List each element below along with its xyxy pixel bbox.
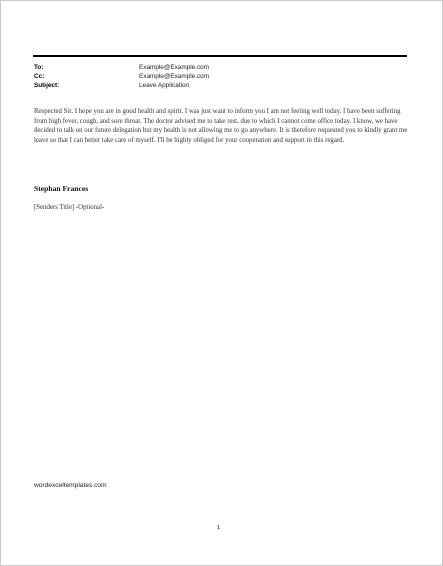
page-number: 1 [217,525,221,531]
subject-row [34,82,404,91]
subject-value: Leave Application [139,81,190,89]
subject-label: Subject: [34,81,60,89]
to-label: To: [34,64,44,71]
sender-title: [Senders Title] -Optional- [34,204,105,211]
cc-label: Cc: [34,72,45,80]
header-divider [33,55,407,57]
letter-body: Respected Sir, I hope you are in good health and spirit. I was just want to inform you I am not feeling well today. I have been suffering from high fever, cough, and sore throat. The doctor advised me to take rest, due to which I cannot come office today. I know, we have decided to talk on our future delegation but my health is not allowing me to go anywhere. It is therefore requested you to kindly grant me leave so that I can better take care of myself. I'll be highly obliged for your cooperation and support in this regard. [34,108,408,144]
cc-value: Example@Example.com [139,72,210,80]
sender-name: Stephan Frances [34,184,89,193]
to-row [34,64,404,73]
footer-website: wordexceltemplates.com [34,482,107,489]
to-value: Example@Example.com [139,64,210,71]
cc-row [34,73,404,82]
email-header [34,64,404,90]
